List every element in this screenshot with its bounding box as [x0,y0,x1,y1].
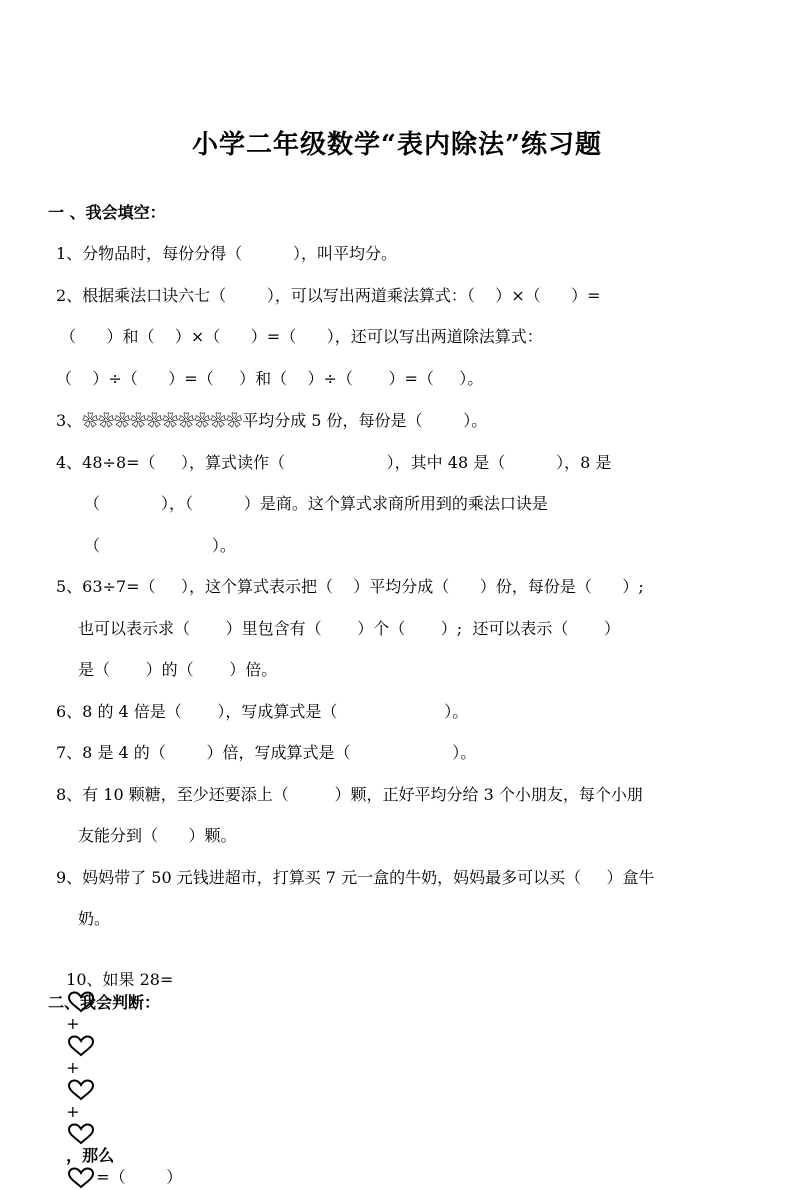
question-10-prefix: 10、如果 28= [66,970,174,989]
plus-sign: + [66,1058,80,1077]
question-9-line-1: 9、妈妈带了 50 元钱进超市，打算买 7 元一盒的牛奶，妈妈最多可以买（ ）盒牛 [56,868,655,887]
flower-icon: ❀❀❀❀❀❀❀❀❀❀ [82,411,243,430]
question-7: 7、8 是 4 的（ ）倍，写成算式是（ ）。 [56,743,477,762]
question-3 [56,411,487,431]
question-5-line-3: 是（ ）的（ ）倍。 [78,660,278,679]
plus-sign: + [66,1102,80,1121]
plus-sign: + [66,1014,80,1033]
heart-icon [66,1166,96,1190]
question-3-number: 3、 [56,411,83,430]
heart-icon [66,1122,96,1146]
question-6: 6、8 的 4 倍是（ ），写成算式是（ ）。 [56,702,469,721]
question-2-line-2: （ ）和（ ）×（ ）=（ ），还可以写出两道除法算式： [60,327,543,346]
question-8-line-1: 8、有 10 颗糖，至少还要添上（ ）颗，正好平均分给 3 个小朋友，每个小朋 [56,785,643,804]
section-judgement-heading: 二、我会判断： [48,993,161,1012]
question-10-answer: =（ ） [96,1167,183,1187]
heart-icon [66,1078,96,1102]
question-4-line-3: （ ）。 [84,536,236,555]
question-10 [56,950,182,1190]
question-10-then: ，那么 [66,1146,115,1165]
question-9-line-2: 奶。 [78,909,111,928]
question-3-text: 平均分成 5 份，每份是（ ）。 [242,411,488,430]
question-8-line-2: 友能分到（ ）颗。 [78,826,237,845]
question-4-line-2: （ ），（ ）是商。这个算式求商所用到的乘法口诀是 [84,494,548,513]
question-2-line-3: （ ）÷（ ）=（ ）和（ ）÷（ ）=（ ）。 [56,369,484,388]
question-5-line-2: 也可以表示求（ ）里包含有（ ）个（ ）; 还可以表示（ ） [78,619,620,638]
heart-icon [66,1034,96,1058]
question-5-line-1: 5、63÷7=（ ），这个算式表示把（ ）平均分成（ ）份，每份是（ ）; [56,577,644,596]
page-title: 小学二年级数学“表内除法”练习题 [192,130,602,160]
question-2-line-1: 2、根据乘法口诀六七（ ），可以写出两道乘法算式：（ ）×（ ）= [56,286,601,305]
question-1: 1、分物品时，每份分得（ ），叫平均分。 [56,244,398,263]
section-fill-blanks-heading: 一 、我会填空： [48,203,166,222]
question-4-line-1: 4、48÷8=（ ），算式读作（ ），其中 48 是（ ），8 是 [56,453,612,472]
